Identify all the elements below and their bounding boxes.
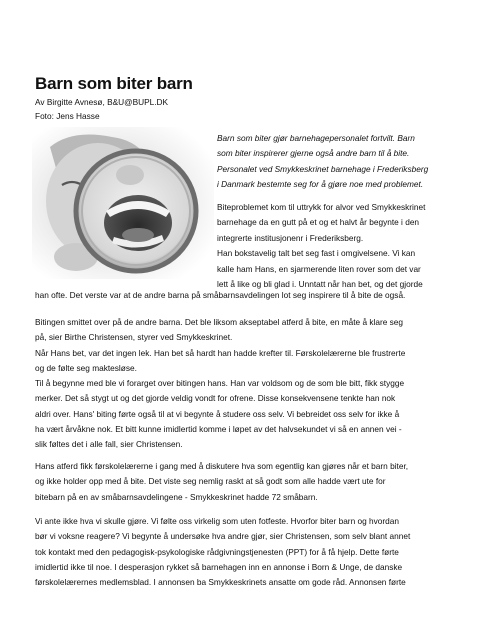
body-line: integrerte institusjonenr i Frederiksberg. [217, 232, 364, 243]
body-line: bitebarn på en av småbarnsavdelingene - Smykkeskrinet hadde 72 småbarn. [35, 491, 318, 502]
paragraph-3 [35, 376, 465, 452]
body-line: Til å begynne med ble vi forarget over bitingen hans. Han var voldsom og de som ble bitt, fikk stygge [35, 378, 405, 388]
paragraph-2 [35, 315, 465, 376]
lead-line: som biter inspirerer gjerne også andre barn til å bite. [217, 148, 410, 159]
body-line: ha vært årvåkne nok. Et bitt kunne imidlertid komme i løpet av det halvsekundet vi så en annen vei - [35, 423, 402, 434]
body-line: og ikke holder opp med å bite. Det viste seg nemlig raskt at så godt som alle hadde vært ute for [35, 476, 386, 487]
body-line: Hans atferd fikk førskolelærerne i gang med å diskutere hva som egentlig kan gjøres når et barn biter, [35, 461, 409, 471]
body-line: imidlertid ikke til noe. I desperasjon rykket så barnehagen inn en annonse i Born & Unge, de danske [35, 561, 403, 572]
body-line: merker. Det så stygt ut og det gjorde veldig vondt for ofrene. Disse konsekvensene tenkte han nok [35, 393, 396, 404]
body-line: kalle ham Hans, en sjarmerende liten rover som det var [217, 263, 421, 274]
body-line: Biteproblemet kom til uttrykk for alvor ved Smykkeskrinet [217, 202, 426, 212]
body-line: og de følte seg maktesløse. [35, 362, 137, 373]
paragraph-1-tail [35, 288, 465, 303]
body-line: på, sier Birthe Christensen, styrer ved Smykkeskrinet. [35, 332, 233, 343]
paragraph-5 [35, 514, 465, 590]
body-line: Han bokstavelig talt bet seg fast i omgivelsene. Vi kan [217, 248, 416, 259]
body-line: barnehage da en gutt på et og et halvt år begynte i den [217, 217, 420, 228]
lead-line: Personalet ved Smykkeskrinet barnehage i Frederiksberg [217, 163, 429, 174]
article-title: Barn som biter barn [35, 74, 193, 93]
paragraph-1-wrapped [217, 200, 462, 292]
body-line: Når Hans bet, var det ingen lek. Han bet så hardt han hadde krefter til. Førskolelærerne ble frustrerte [35, 347, 406, 358]
biting-child-photo [32, 127, 214, 279]
body-line: slik føltes det i alle fall, sier Christensen. [35, 439, 183, 450]
body-line: Bitingen smittet over på de andre barna. Det ble liksom akseptabel atferd å bite, en måte å klare seg [35, 317, 404, 327]
body-line: bør vi voksne reagere? Vi begynte å undersøke hva andre gjør, sier Christensen, som selv blant annet [35, 531, 411, 542]
body-line: aldri over. Hans' biting førte også til at vi begynte å studere oss selv. Vi bebreidet oss selv for ikke å [35, 408, 400, 419]
byline: Av Birgitte Avnesø, B&U@BUPL.DK [35, 97, 169, 107]
lead-line: Barn som biter gjør barnehagepersonalet fortvilt. Barn [217, 133, 415, 143]
body-line: førskolelærernes medlemsblad. I annonsen ba Smykkeskrinets ansatte om gode råd. Annonsen førte [35, 577, 406, 588]
paragraph-4 [35, 459, 465, 505]
body-line: han ofte. Det verste var at de andre barna på småbarnsavdelingen lot seg inspirere til å bite de også. [35, 290, 406, 300]
article-lead [217, 131, 462, 192]
body-line: tok kontakt med den pedagogisk-psykologiske rådgivningstjenesten (PPT) for å få hjelp. Dette førte [35, 546, 399, 557]
photo-credit: Foto: Jens Hasse [35, 111, 100, 121]
body-line: lett å like og bli glad i. Unntatt når han bet, og det gjorde [217, 279, 423, 290]
lead-line: i Danmark bestemte seg for å gjøre noe med problemet. [217, 178, 424, 189]
body-line: Vi ante ikke hva vi skulle gjøre. Vi følte oss virkelig som uten fotfeste. Hvorfor biter barn og hvordan [35, 516, 400, 526]
